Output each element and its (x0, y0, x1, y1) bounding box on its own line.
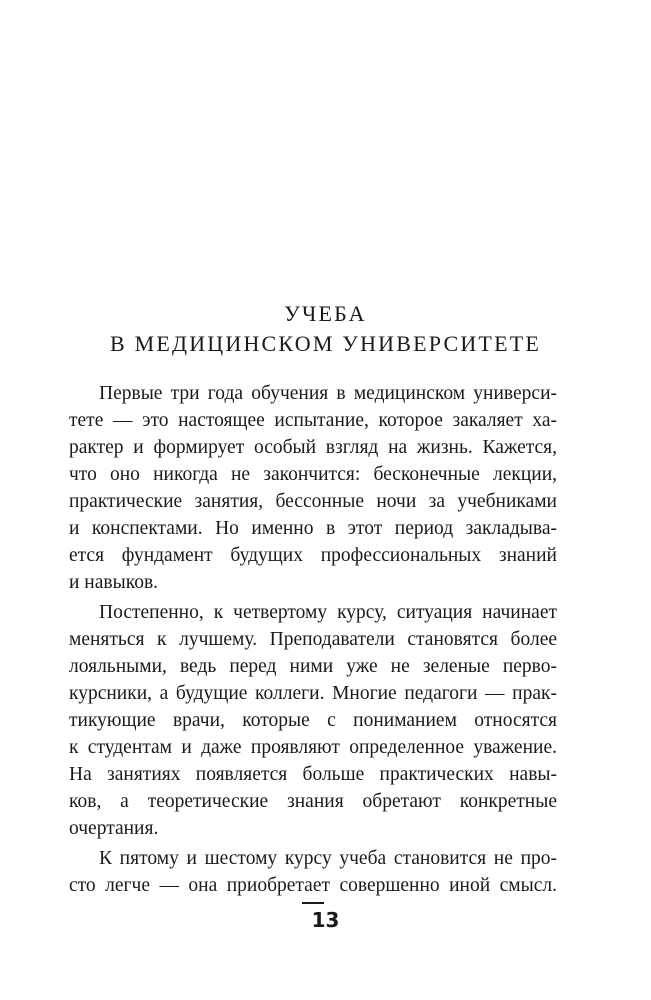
text-line: и конспектами. Но именно в этот период закладыва- (69, 518, 557, 539)
text-line: курсники, а будущие коллеги. Многие педагоги — прак- (69, 683, 557, 704)
text-line: меняться к лучшему. Преподаватели становятся более (69, 629, 557, 650)
text-line: К пятому и шестому курсу учеба становится не про- (99, 848, 557, 869)
text-line: сто легче — она приобретает совершенно иной смысл. (69, 875, 557, 896)
text-line: лояльными, ведь перед ними уже не зеленые перво- (69, 656, 557, 677)
text-line: тете — это настоящее испытание, которое закаляет ха- (69, 410, 557, 431)
text-line: очертания. (69, 818, 159, 839)
page-number-rule (302, 902, 324, 904)
chapter-title-line-1: УЧЕБА (284, 301, 367, 326)
text-line: что оно никогда не закончится: бесконечные лекции, (69, 464, 557, 485)
text-line: ков, а теоретические знания обретают конкретные (69, 791, 557, 812)
text-line: к студентам и даже проявляют определенное уважение. (69, 737, 557, 758)
text-line: тикующие врачи, которые с пониманием относятся (69, 710, 557, 731)
text-line: Первые три года обучения в медицинском универси- (99, 383, 557, 404)
text-line: и навыков. (69, 572, 159, 593)
text-line: практические занятия, бессонные ночи за учебниками (69, 491, 557, 512)
text-line: рактер и формирует особый взгляд на жизнь. Кажется, (69, 437, 557, 458)
text-line: На занятиях появляется больше практических навы- (69, 764, 557, 785)
page-number: 13 (311, 908, 340, 932)
chapter-title-line-2: В МЕДИЦИНСКОМ УНИВЕРСИТЕТЕ (110, 331, 541, 356)
text-line: ется фундамент будущих профессиональных знаний (69, 545, 557, 566)
text-line: Постепенно, к четвертому курсу, ситуация начинает (99, 602, 557, 623)
